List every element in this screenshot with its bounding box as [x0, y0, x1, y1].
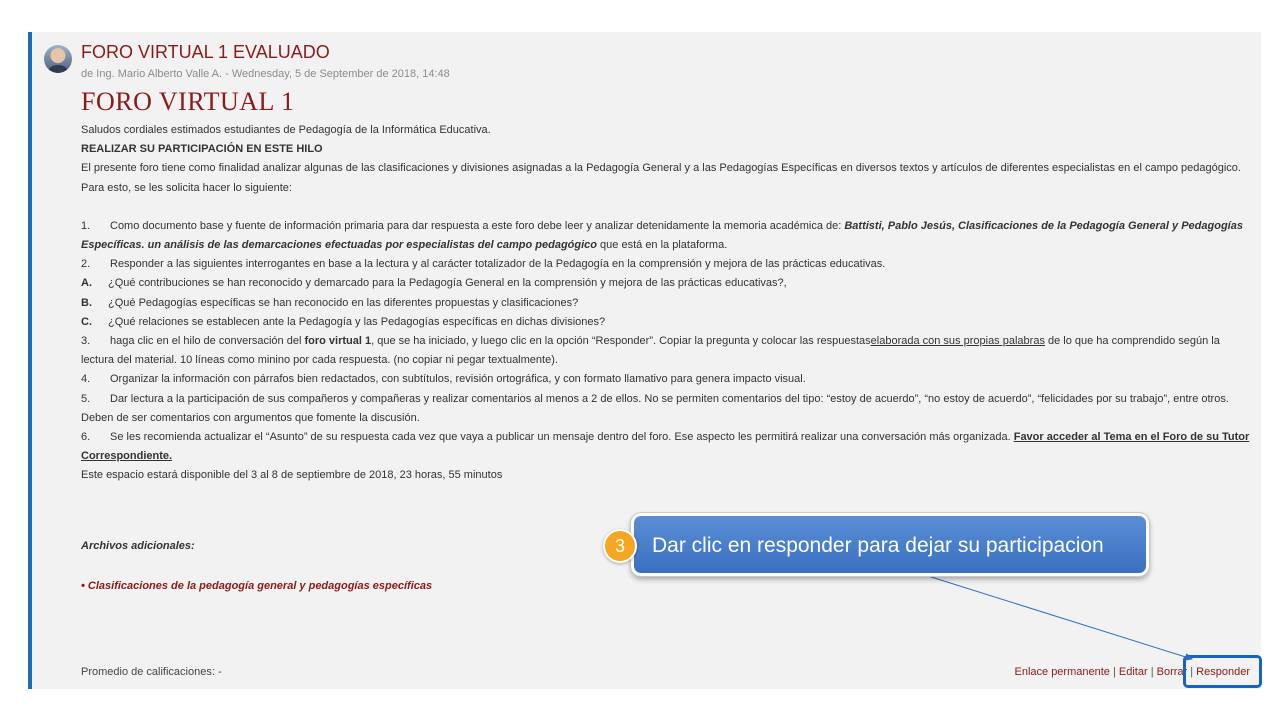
instruction-item-6: 6. Se les recomienda actualizar el “Asunto” de su respuesta cada vez que vaya a publicar un mensaje dentro del foro. Ese aspecto les permitirá realizar una conversación más organizada. Favor acceder al Tema en el Foro de su Tutor Correspondiente. [81, 431, 1250, 463]
instruction-item-4: 4. Organizar la información con párrafos bien redactados, con subtítulos, revisión ortográfica, y con formato llamativo para genera impacto visual. [81, 373, 806, 386]
instruction-item-5: 5. Dar lectura a la participación de sus compañeros y compañeras y realizar comentarios al menos a 2 de ellos. No se permiten comentarios del tipo: “estoy de acuerdo”, “no estoy de acuerdo”, “felicidades por su trabajo”, entre otros. Deben de ser comentarios con argumentos que fomente la discusión. [81, 392, 1229, 424]
tutor-forum-link[interactable]: Favor acceder al Tema en el Foro de su Tutor Correspondiente. [81, 431, 1250, 463]
post-heading-title: FORO VIRTUAL 1 [81, 87, 295, 116]
section-heading: REALIZAR SU PARTICIPACIÓN EN ESTE HILO [81, 143, 323, 156]
instruction-item-2: 2. Responder a las siguientes interrogantes en base a la lectura y al carácter totalizador de la Pedagogía en la comprensión y mejora de las prácticas educativas. [81, 258, 886, 271]
separator: | [1190, 666, 1194, 678]
step-number-badge: 3 [603, 529, 637, 563]
attachments-label: Archivos adicionales: [81, 540, 195, 552]
availability-text: Este espacio estará disponible del 3 al 8 de septiembre de 2018, 23 horas, 55 minutos [81, 469, 503, 482]
attachment-link[interactable]: • Clasificaciones de la pedagogía general y pedagogías específicas [81, 580, 433, 592]
rating-average: Promedio de calificaciones: - [81, 666, 222, 678]
separator: | [1150, 666, 1154, 678]
separator: | [1112, 666, 1116, 678]
post-author-line: de Ing. Mario Alberto Valle A. - Wednesday, 5 de September de 2018, 14:48 [81, 68, 450, 80]
post-subject: FORO VIRTUAL 1 EVALUADO [81, 42, 330, 62]
instruction-callout [631, 513, 1149, 576]
instruction-item-1: 1. Como documento base y fuente de información primaria para dar respuesta a este foro debe leer y analizar detenidamente la memoria académica de: Battisti, Pablo Jesús, Clasificaciones de la Pedagogía General y Pedagogías Específicas. un análisis de las demarcaciones efectuadas por especialistas del campo pedagógico que está en la plataforma. [81, 219, 1243, 252]
callout-text: Dar clic en responder para dejar su participacion [652, 534, 1104, 557]
reply-link[interactable]: Responder [1196, 666, 1250, 678]
delete-link[interactable]: Borrar [1156, 666, 1188, 678]
question-c: C. ¿Qué relaciones se establecen ante la Pedagogía y las Pedagogías específicas en dichas divisiones? [81, 315, 606, 328]
edit-link[interactable]: Editar [1118, 666, 1148, 678]
question-a: A. ¿Qué contribuciones se han reconocido y demarcado para la Pedagogía General en la comprensión y mejora de las prácticas educativas?, [81, 277, 787, 290]
question-b: B. ¿Qué Pedagogías específicas se han reconocido en las diferentes propuestas y clasificaciones? [81, 296, 579, 309]
intro-paragraph: El presente foro tiene como finalidad analizar algunas de las clasificaciones y divisiones asignadas a la Pedagogía General y a las Pedagogías Específicas en diversos textos y artículos de diferentes especialistas en el campo pedagógico. Para esto, se les solicita hacer lo siguiente: [81, 162, 1241, 194]
greeting-text: Saludos cordiales estimados estudiantes de Pedagogía de la Informática Educativa. [81, 124, 491, 136]
permalink-link[interactable]: Enlace permanente [1014, 666, 1110, 678]
instruction-item-3: 3. haga clic en el hilo de conversación del foro virtual 1, que se ha iniciado, y luego clic en la opción “Responder”. Copiar la pregunta y colocar las respuestaselaborada con sus propias palabras de lo que ha comprendido según la lectura del material. 10 líneas como minino por cada respuesta. (no copiar ni pegar textualmente). [81, 335, 1220, 367]
